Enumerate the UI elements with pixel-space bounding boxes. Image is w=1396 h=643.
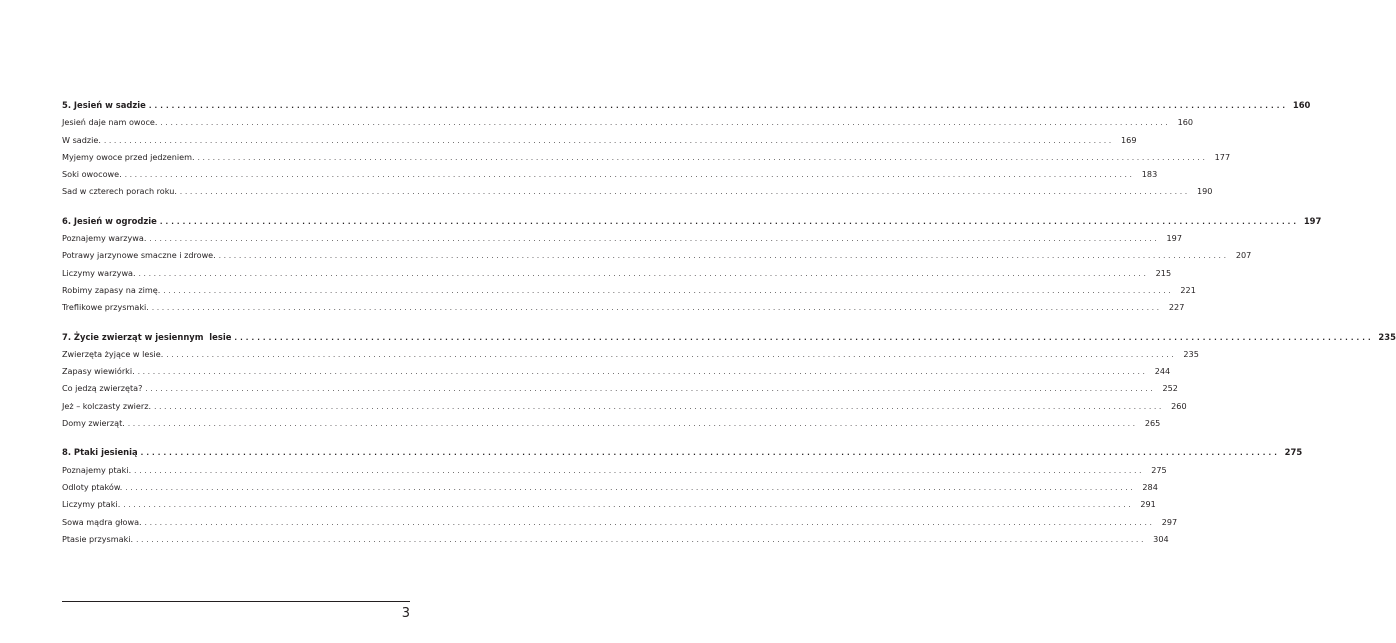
dot-leader: . . . . . . . . . . . . . . . . . . . . . . . . . . . . . . . . . . . . . . . . . . . . . . . . . . . . . . . . . . . . . . . . . . . . . . . . . . . . . . . . . . . . . . . . . . . . . . . . . . . . . . . . . . . . . . . . . . . . . . . . . . . . . . . . . . . . . . . . . . . . . . . . . . . . . . . . . . . . . . . . . . . . . . . . . . . . . . . . . . . . . . . . . . . . . . . . . . . . . . . . — [127, 420, 1136, 429]
entry-title: Myjemy owoce przed jedzeniem. — [62, 151, 195, 162]
section-page: 235 — [1378, 331, 1396, 342]
toc-entry — [62, 496, 1156, 513]
entry-title: Potrawy jarzynowe smaczne i zdrowe. — [62, 250, 216, 261]
dot-leader: . . . . . . . . . . . . . . . . . . . . . . . . . . . . . . . . . . . . . . . . . . . . . . . . . . . . . . . . . . . . . . . . . . . . . . . . . . . . . . . . . . . . . . . . . . . . . . . . . . . . . . . . . . . . . . . . . . . . . . . . . . . . . . . . . . . . . . . . . . . . . . . . . . . . . . . . . . . . . . . . . . . . . . . . . . . . . . . . . . . . . . . . . . . . . . . . . . . . . . . . — [160, 119, 1169, 128]
dot-leader: . . . . . . . . . . . . . . . . . . . . . . . . . . . . . . . . . . . . . . . . . . . . . . . . . . . . . . . . . . . . . . . . . . . . . . . . . . . . . . . . . . . . . . . . . . . . . . . . . . . . . . . . . . . . . . . . . . . . . . . . . . . . . . . . . . . . . . . . . . . . . . . . . . . . . . . . . . . . . . . . . . . . . . . . . . . . . . . . . . . . . . . . . . . . . . . . . . . . . . . . — [134, 466, 1142, 475]
toc-entry — [62, 247, 1252, 264]
entry-page: 260 — [1171, 400, 1187, 411]
table-of-contents — [62, 97, 1396, 560]
toc-entry — [62, 346, 1199, 363]
dot-leader: . . . . . . . . . . . . . . . . . . . . . . . . . . . . . . . . . . . . . . . . . . . . . . . . . . . . . . . . . . . . . . . . . . . . . . . . . . . . . . . . . . . . . . . . . . . . . . . . . . . . . . . . . . . . . . . . . . . . . . . . . . . . . . . . . . . . . . . . . . . . . . . . . . . . . . . . . . . . . . . . . . . . . . . . . . . . . . . . . . . . . . . . . . . . . . . . . . . . . . . . — [103, 136, 1112, 145]
section-title: 5. Jesień w sadzie — [62, 100, 146, 110]
entry-page: 227 — [1168, 302, 1185, 313]
entry-page: 297 — [1161, 516, 1178, 527]
toc-entry — [62, 132, 1137, 149]
entry-title: Jesień daje nam owoce. — [62, 117, 158, 128]
entry-title: Sad w czterech porach roku. — [62, 186, 177, 197]
entry-page: 221 — [1180, 284, 1196, 295]
dot-leader: . . . . . . . . . . . . . . . . . . . . . . . . . . . . . . . . . . . . . . . . . . . . . . . . . . . . . . . . . . . . . . . . . . . . . . . . . . . . . . . . . . . . . . . . . . . . . . . . . . . . . . . . . . . . . . . . . . . . . . . . . . . . . . . . . . . . . . . . . . . . . . . . . . . . . . . . . . . . . . . . . . . . . . . . . . . . . . . . . . . . . . . . . . . . . . . . . . . . . . . . — [144, 518, 1153, 527]
dot-leader: . . . . . . . . . . . . . . . . . . . . . . . . . . . . . . . . . . . . . . . . . . . . . . . . . . . . . . . . . . . . . . . . . . . . . . . . . . . . . . . . . . . . . . . . . . . . . . . . . . . . . . . . . . . . . . . . . . . . . . . . . . . . . . . . . . . . . . . . . . . . . . . . . . . . . . . . . . . . . . . . . . . . . . . . . . . . . . . . . . . . . . . . . . . . . . . . . . . . . . . . — [166, 350, 1174, 359]
entry-page: 183 — [1141, 169, 1158, 180]
dot-leader: . . . . . . . . . . . . . . . . . . . . . . . . . . . . . . . . . . . . . . . . . . . . . . . . . . . . . . . . . . . . . . . . . . . . . . . . . . . . . . . . . . . . . . . . . . . . . . . . . . . . . . . . . . . . . . . . . . . . . . . . . . . . . . . . . . . . . . . . . . . . . . . . . . . . . . . . . . . . . . . . . . . . . . . . . . . . . . . . . . . . . . . . . . . . . . . . . . . . . . . . — [159, 217, 1297, 226]
dot-leader: . . . . . . . . . . . . . . . . . . . . . . . . . . . . . . . . . . . . . . . . . . . . . . . . . . . . . . . . . . . . . . . . . . . . . . . . . . . . . . . . . . . . . . . . . . . . . . . . . . . . . . . . . . . . . . . . . . . . . . . . . . . . . . . . . . . . . . . . . . . . . . . . . . . . . . . . . . . . . . . . . . . . . . . . . . . . . . . . . . . . . . . . . . . . . . . . . . . . . . . . — [138, 269, 1147, 278]
dot-leader: . . . . . . . . . . . . . . . . . . . . . . . . . . . . . . . . . . . . . . . . . . . . . . . . . . . . . . . . . . . . . . . . . . . . . . . . . . . . . . . . . . . . . . . . . . . . . . . . . . . . . . . . . . . . . . . . . . . . . . . . . . . . . . . . . . . . . . . . . . . . . . . . . . . . . . . . . . . . . . . . . . . . . . . . . . . . . . . . . . . . . . . . . . . . . . . . . . . . . . . . — [137, 368, 1146, 377]
entry-page: 284 — [1142, 481, 1158, 492]
section-heading — [62, 444, 1303, 461]
entry-title: Odloty ptaków. — [62, 481, 123, 492]
entry-title: Zwierzęta żyjące w lesie. — [62, 348, 164, 359]
dot-leader: . . . . . . . . . . . . . . . . . . . . . . . . . . . . . . . . . . . . . . . . . . . . . . . . . . . . . . . . . . . . . . . . . . . . . . . . . . . . . . . . . . . . . . . . . . . . . . . . . . . . . . . . . . . . . . . . . . . . . . . . . . . . . . . . . . . . . . . . . . . . . . . . . . . . . . . . . . . . . . . . . . . . . . . . . . . . . . . . . . . . . . . . . . . . . . . . . . . . . . . . — [154, 402, 1162, 411]
toc-entry — [62, 363, 1171, 380]
entry-title: Soki owocowe. — [62, 169, 122, 180]
dot-leader: . . . . . . . . . . . . . . . . . . . . . . . . . . . . . . . . . . . . . . . . . . . . . . . . . . . . . . . . . . . . . . . . . . . . . . . . . . . . . . . . . . . . . . . . . . . . . . . . . . . . . . . . . . . . . . . . . . . . . . . . . . . . . . . . . . . . . . . . . . . . . . . . . . . . . . . . . . . . . . . . . . . . . . . . . . . . . . . . . . . . . . . . . . . . . . . . . . . . . . . . — [149, 235, 1157, 244]
entry-title: Zapasy wiewiórki. — [62, 366, 135, 377]
entry-page: 160 — [1177, 117, 1194, 128]
toc-entry — [62, 166, 1158, 183]
entry-page: 252 — [1162, 383, 1178, 394]
dot-leader: . . . . . . . . . . . . . . . . . . . . . . . . . . . . . . . . . . . . . . . . . . . . . . . . . . . . . . . . . . . . . . . . . . . . . . . . . . . . . . . . . . . . . . . . . . . . . . . . . . . . . . . . . . . . . . . . . . . . . . . . . . . . . . . . . . . . . . . . . . . . . . . . . . . . . . . . . . . . . . . . . . . . . . . . . . . . . . . . . . . . . . . . . . . . . . . . . . . . . . . . — [123, 501, 1131, 510]
toc-entry — [62, 282, 1196, 299]
section-title: 7. Życie zwierząt w jesiennym lesie — [62, 331, 232, 342]
entry-page: 291 — [1140, 499, 1156, 510]
toc-entry — [62, 531, 1169, 548]
footer-divider — [62, 601, 410, 602]
entry-page: 265 — [1144, 418, 1161, 429]
toc-entry — [62, 398, 1187, 415]
entry-page: 190 — [1196, 186, 1213, 197]
section-heading — [62, 213, 1322, 230]
dot-leader: . . . . . . . . . . . . . . . . . . . . . . . . . . . . . . . . . . . . . . . . . . . . . . . . . . . . . . . . . . . . . . . . . . . . . . . . . . . . . . . . . . . . . . . . . . . . . . . . . . . . . . . . . . . . . . . . . . . . . . . . . . . . . . . . . . . . . . . . . . . . . . . . . . . . . . . . . . . . . . . . . . . . . . . . . . . . . . . . . . . . . . . . . . . . . . . . . . . . . . . . — [151, 304, 1160, 313]
section-title: 6. Jesień w ogrodzie — [62, 215, 157, 226]
dot-leader: . . . . . . . . . . . . . . . . . . . . . . . . . . . . . . . . . . . . . . . . . . . . . . . . . . . . . . . . . . . . . . . . . . . . . . . . . . . . . . . . . . . . . . . . . . . . . . . . . . . . . . . . . . . . . . . . . . . . . . . . . . . . . . . . . . . . . . . . . . . . . . . . . . . . . . . . . . . . . . . . . . . . . . . . . . . . . . . . . . . . . . . . . . . . . . . . . . . . . . . . — [163, 286, 1171, 295]
entry-page: 275 — [1151, 464, 1167, 475]
toc-section — [62, 329, 1396, 433]
entry-title: Robimy zapasy na zimę. — [62, 284, 161, 295]
toc-section — [62, 444, 1303, 548]
section-page: 160 — [1292, 100, 1311, 110]
dot-leader: . . . . . . . . . . . . . . . . . . . . . . . . . . . . . . . . . . . . . . . . . . . . . . . . . . . . . . . . . . . . . . . . . . . . . . . . . . . . . . . . . . . . . . . . . . . . . . . . . . . . . . . . . . . . . . . . . . . . . . . . . . . . . . . . . . . . . . . . . . . . . . . . . . . . . . . . . . . . . . . . . . . . . . . . . . . . . . . . . . . . . . . . . . . . . . . . . . . . . . . . — [179, 188, 1188, 197]
section-page: 197 — [1303, 215, 1322, 226]
toc-entry — [62, 183, 1213, 200]
toc-entry — [62, 479, 1158, 496]
entry-title: Co jedzą zwierzęta? — [62, 383, 143, 394]
entry-title: Jeż – kolczasty zwierz. — [62, 400, 152, 411]
dot-leader: . . . . . . . . . . . . . . . . . . . . . . . . . . . . . . . . . . . . . . . . . . . . . . . . . . . . . . . . . . . . . . . . . . . . . . . . . . . . . . . . . . . . . . . . . . . . . . . . . . . . . . . . . . . . . . . . . . . . . . . . . . . . . . . . . . . . . . . . . . . . . . . . . . . . . . . . . . . . . . . . . . . . . . . . . . . . . . . . . . . . . . . . . . . . . . . . . . . . . . . . — [197, 153, 1206, 162]
entry-title: W sadzie. — [62, 134, 101, 145]
toc-entry — [62, 514, 1178, 531]
dot-leader: . . . . . . . . . . . . . . . . . . . . . . . . . . . . . . . . . . . . . . . . . . . . . . . . . . . . . . . . . . . . . . . . . . . . . . . . . . . . . . . . . . . . . . . . . . . . . . . . . . . . . . . . . . . . . . . . . . . . . . . . . . . . . . . . . . . . . . . . . . . . . . . . . . . . . . . . . . . . . . . . . . . . . . . . . . . . . . . . . . . . . . . . . . . . . . . . . . . . . . . . — [145, 385, 1153, 394]
entry-title: Sowa mądra głowa. — [62, 516, 142, 527]
section-title: 8. Ptaki jesienią — [62, 447, 138, 458]
dot-leader: . . . . . . . . . . . . . . . . . . . . . . . . . . . . . . . . . . . . . . . . . . . . . . . . . . . . . . . . . . . . . . . . . . . . . . . . . . . . . . . . . . . . . . . . . . . . . . . . . . . . . . . . . . . . . . . . . . . . . . . . . . . . . . . . . . . . . . . . . . . . . . . . . . . . . . . . . . . . . . . . . . . . . . . . . . . . . . . . . . . . . . . . . . . . . . . . . . . . . . . . — [124, 171, 1133, 180]
entry-page: 207 — [1235, 250, 1252, 261]
entry-page: 215 — [1155, 267, 1172, 278]
dot-leader: . . . . . . . . . . . . . . . . . . . . . . . . . . . . . . . . . . . . . . . . . . . . . . . . . . . . . . . . . . . . . . . . . . . . . . . . . . . . . . . . . . . . . . . . . . . . . . . . . . . . . . . . . . . . . . . . . . . . . . . . . . . . . . . . . . . . . . . . . . . . . . . . . . . . . . . . . . . . . . . . . . . . . . . . . . . . . . . . . . . . . . . . . . . . . . . . . . . . . . . . — [218, 252, 1227, 261]
toc-entry — [62, 265, 1172, 282]
entry-title: Treflikowe przysmaki. — [62, 302, 149, 313]
entry-page: 235 — [1183, 348, 1199, 359]
toc-entry — [62, 380, 1178, 397]
toc-section — [62, 97, 1311, 201]
section-page: 275 — [1284, 447, 1303, 458]
entry-title: Liczymy ptaki. — [62, 499, 121, 510]
entry-title: Ptasie przysmaki. — [62, 533, 134, 544]
entry-title: Domy zwierząt. — [62, 418, 125, 429]
dot-leader: . . . . . . . . . . . . . . . . . . . . . . . . . . . . . . . . . . . . . . . . . . . . . . . . . . . . . . . . . . . . . . . . . . . . . . . . . . . . . . . . . . . . . . . . . . . . . . . . . . . . . . . . . . . . . . . . . . . . . . . . . . . . . . . . . . . . . . . . . . . . . . . . . . . . . . . . . . . . . . . . . . . . . . . . . . . . . . . . . . . . . . . . . . . . . . . . . . . . . . . . — [136, 535, 1144, 544]
toc-entry — [62, 149, 1231, 166]
dot-leader: . . . . . . . . . . . . . . . . . . . . . . . . . . . . . . . . . . . . . . . . . . . . . . . . . . . . . . . . . . . . . . . . . . . . . . . . . . . . . . . . . . . . . . . . . . . . . . . . . . . . . . . . . . . . . . . . . . . . . . . . . . . . . . . . . . . . . . . . . . . . . . . . . . . . . . . . . . . . . . . . . . . . . . . . . . . . . . . . . . . . . . . . . . . . . . . . . . . . . . . . — [234, 333, 1371, 342]
section-heading — [62, 97, 1311, 114]
entry-page: 304 — [1153, 533, 1169, 544]
dot-leader: . . . . . . . . . . . . . . . . . . . . . . . . . . . . . . . . . . . . . . . . . . . . . . . . . . . . . . . . . . . . . . . . . . . . . . . . . . . . . . . . . . . . . . . . . . . . . . . . . . . . . . . . . . . . . . . . . . . . . . . . . . . . . . . . . . . . . . . . . . . . . . . . . . . . . . . . . . . . . . . . . . . . . . . . . . . . . . . . . . . . . . . . . . . . . . . . . . . . . . . . — [125, 483, 1133, 492]
toc-entry — [62, 230, 1182, 247]
section-heading — [62, 329, 1396, 346]
entry-page: 169 — [1121, 134, 1137, 145]
entry-page: 197 — [1166, 233, 1182, 244]
toc-entry — [62, 114, 1194, 131]
toc-section — [62, 213, 1322, 317]
entry-title: Poznajemy ptaki. — [62, 464, 132, 475]
entry-page: 177 — [1214, 151, 1231, 162]
toc-entry — [62, 415, 1161, 432]
entry-page: 244 — [1154, 366, 1171, 377]
page-number: 3 — [401, 606, 410, 621]
toc-entry — [62, 299, 1185, 316]
entry-title: Liczymy warzywa. — [62, 267, 136, 278]
entry-title: Poznajemy warzywa. — [62, 233, 147, 244]
dot-leader: . . . . . . . . . . . . . . . . . . . . . . . . . . . . . . . . . . . . . . . . . . . . . . . . . . . . . . . . . . . . . . . . . . . . . . . . . . . . . . . . . . . . . . . . . . . . . . . . . . . . . . . . . . . . . . . . . . . . . . . . . . . . . . . . . . . . . . . . . . . . . . . . . . . . . . . . . . . . . . . . . . . . . . . . . . . . . . . . . . . . . . . . . . . . . . . . . . . . . . . . — [148, 102, 1286, 110]
dot-leader: . . . . . . . . . . . . . . . . . . . . . . . . . . . . . . . . . . . . . . . . . . . . . . . . . . . . . . . . . . . . . . . . . . . . . . . . . . . . . . . . . . . . . . . . . . . . . . . . . . . . . . . . . . . . . . . . . . . . . . . . . . . . . . . . . . . . . . . . . . . . . . . . . . . . . . . . . . . . . . . . . . . . . . . . . . . . . . . . . . . . . . . . . . . . . . . . . . . . . . . . — [140, 449, 1278, 458]
toc-entry — [62, 462, 1167, 479]
